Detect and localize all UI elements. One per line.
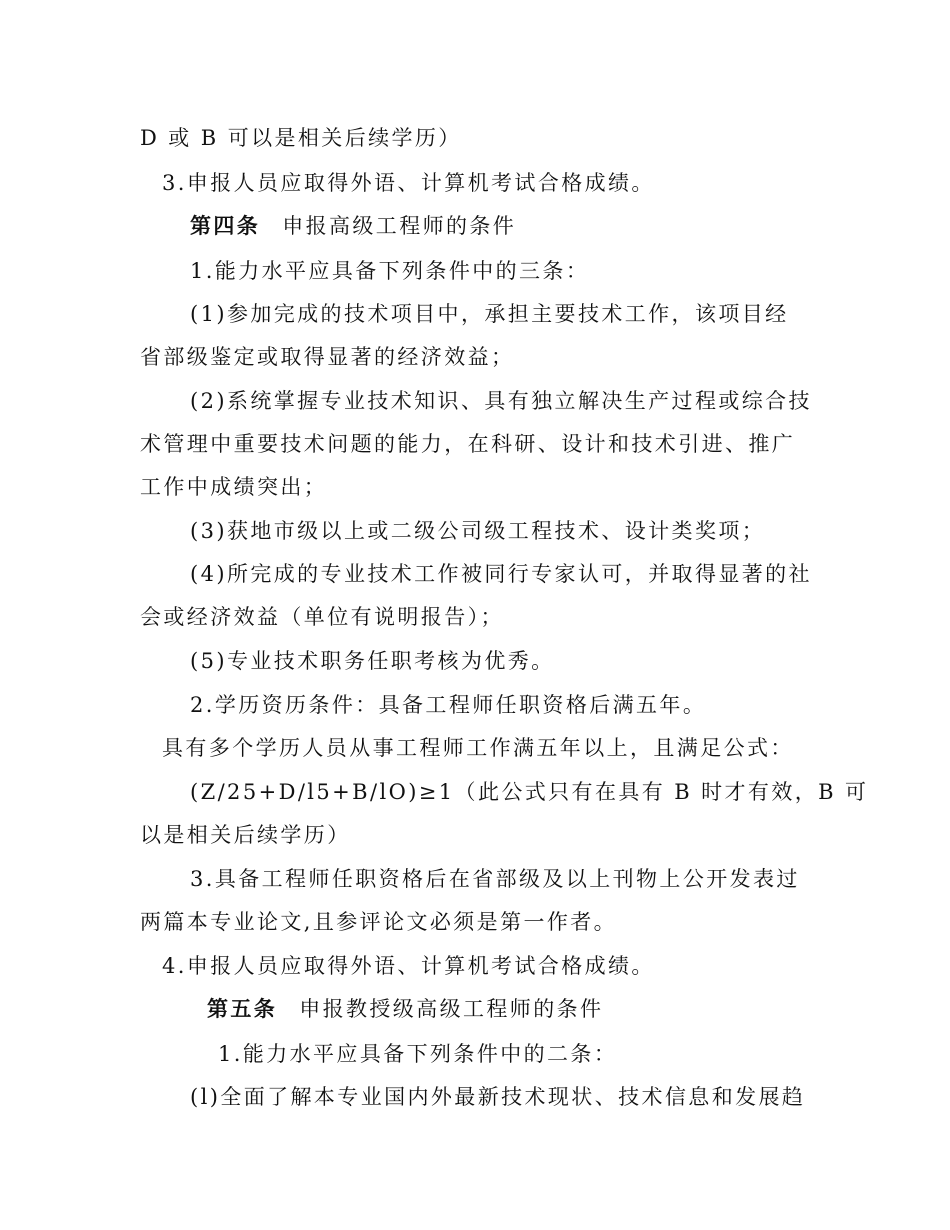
- text-line: (4)所完成的专业技术工作被同行专家认可，并取得显著的社: [190, 562, 812, 586]
- text-line: (1)参加完成的技术项目中，承担主要技术工作，该项目经: [190, 302, 789, 326]
- text-line: 4.申报人员应取得外语、计算机考试合格成绩。: [162, 954, 655, 978]
- text-line: 1.能力水平应具备下列条件中的二条：: [218, 1042, 618, 1066]
- text-line: (2)系统掌握专业技术知识、具有独立解决生产过程或综合技: [190, 389, 812, 413]
- text-line: 两篇本专业论文,且参评论文必须是第一作者。: [140, 910, 618, 934]
- text-line: 具有多个学历人员从事工程师工作满五年以上，且满足公式：: [162, 736, 794, 760]
- text-line: 3.具备工程师任职资格后在省部级及以上刊物上公开发表过: [190, 867, 800, 891]
- text-line: 2.学历资历条件：具备工程师任职资格后满五年。: [190, 693, 707, 717]
- text-line: D 或 B 可以是相关后续学历）: [140, 126, 462, 150]
- article-number: 第四条: [190, 213, 261, 238]
- text-line: (Z/25+D/l5+B/lO)≥1（此公式只有在具有 B 时才有效，B 可: [190, 780, 869, 804]
- text-line: 省部级鉴定或取得显著的经济效益；: [140, 345, 515, 369]
- text-line: 3.申报人员应取得外语、计算机考试合格成绩。: [162, 171, 655, 195]
- text-line: 1.能力水平应具备下列条件中的三条：: [190, 259, 590, 283]
- text-line: 会或经济效益（单位有说明报告）；: [140, 605, 504, 629]
- text-line: (3)获地市级以上或二级公司级工程技术、设计类奖项；: [190, 519, 766, 543]
- article-heading: [207, 994, 603, 1024]
- text-line: 术管理中重要技术问题的能力，在科研、设计和技术引进、推广: [140, 432, 796, 456]
- text-line: (l)全面了解本专业国内外最新技术现状、技术信息和发展趋: [190, 1085, 806, 1109]
- article-title: 申报高级工程师的条件: [282, 214, 517, 238]
- text-line: 工作中成绩突出；: [140, 475, 328, 499]
- text-line: 以是相关后续学历）: [140, 823, 351, 847]
- text-line: (5)专业技术职务任职考核为优秀。: [190, 649, 555, 673]
- article-title: 申报教授级高级工程师的条件: [299, 997, 604, 1021]
- article-number: 第五条: [207, 996, 278, 1021]
- article-heading: [190, 211, 516, 241]
